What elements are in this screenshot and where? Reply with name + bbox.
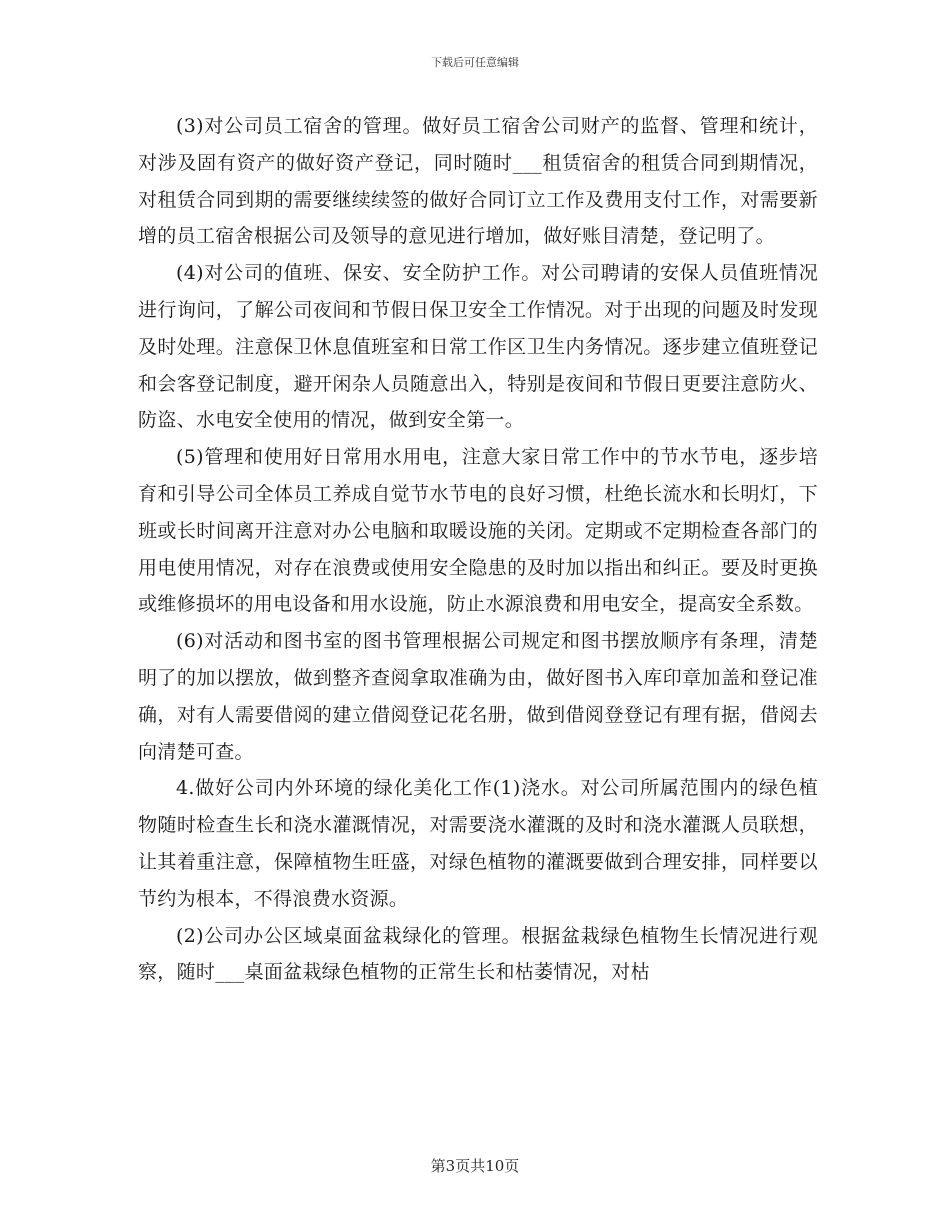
paragraph-security-duty: (4)对公司的值班、保安、安全防护工作。对公司聘请的安保人员值班情况进行询问，了解公司夜间和节假日保卫安全工作情况。对于出现的问题及时发现及时处理。注意保卫休息值班室和日常工作区卫生内务情况。逐步建立值班登记和会客登记制度，避开闲杂人员随意出入，特别是夜间和节假日更要注意防火、防盗、水电安全使用的情况，做到安全第一。 xyxy=(138,262,818,432)
page-footer-page-number: 第3页共10页 xyxy=(430,1157,520,1175)
paragraph-water-electricity: (5)管理和使用好日常用水用电，注意大家日常工作中的节水节电，逐步培育和引导公司全体员工养成自觉节水节电的良好习惯，杜绝长流水和长明灯，下班或长时间离开注意对办公电脑和取暖设施的关闭。定期或不定期检查各部门的用电使用情况，对存在浪费或使用安全隐患的及时加以指出和纠正。要及时更换或维修损坏的用电设备和用水设施，防止水源浪费和用电安全，提高安全系数。 xyxy=(138,446,818,616)
paragraph-desk-plants: (2)公司办公区域桌面盆栽绿化的管理。根据盆栽绿色植物生长情况进行观察，随时___桌面盆栽绿色植物的正常生长和枯萎情况，对枯 xyxy=(138,924,818,984)
paragraph-dorm-management: (3)对公司员工宿舍的管理。做好员工宿舍公司财产的监督、管理和统计，对涉及固有资产的做好资产登记，同时随时___租赁宿舍的租赁合同到期情况，对租赁合同到期的需要继续续签的做好合同订立工作及费用支付工作，对需要新增的员工宿舍根据公司及领导的意见进行增加，做好账目清楚，登记明了。 xyxy=(138,115,818,248)
paragraph-library-management: (6)对活动和图书室的图书管理根据公司规定和图书摆放顺序有条理，清楚明了的加以摆放，做到整齐查阅拿取准确为由，做好图书入库印章加盖和登记准确，对有人需要借阅的建立借阅登记花名册，做到借阅登登记有理有据，借阅去向清楚可查。 xyxy=(138,630,818,763)
document-body xyxy=(138,108,818,991)
paragraph-greening-watering: 4.做好公司内外环境的绿化美化工作(1)浇水。对公司所属范围内的绿色植物随时检查生长和浇水灌溉情况，对需要浇水灌溉的及时和浇水灌溉人员联想，让其着重注意，保障植物生旺盛，对绿色植物的灌溉要做到合理安排，同样要以节约为根本，不得浪费水资源。 xyxy=(138,777,818,910)
page-header: 下载后可任意编辑 xyxy=(431,56,519,69)
